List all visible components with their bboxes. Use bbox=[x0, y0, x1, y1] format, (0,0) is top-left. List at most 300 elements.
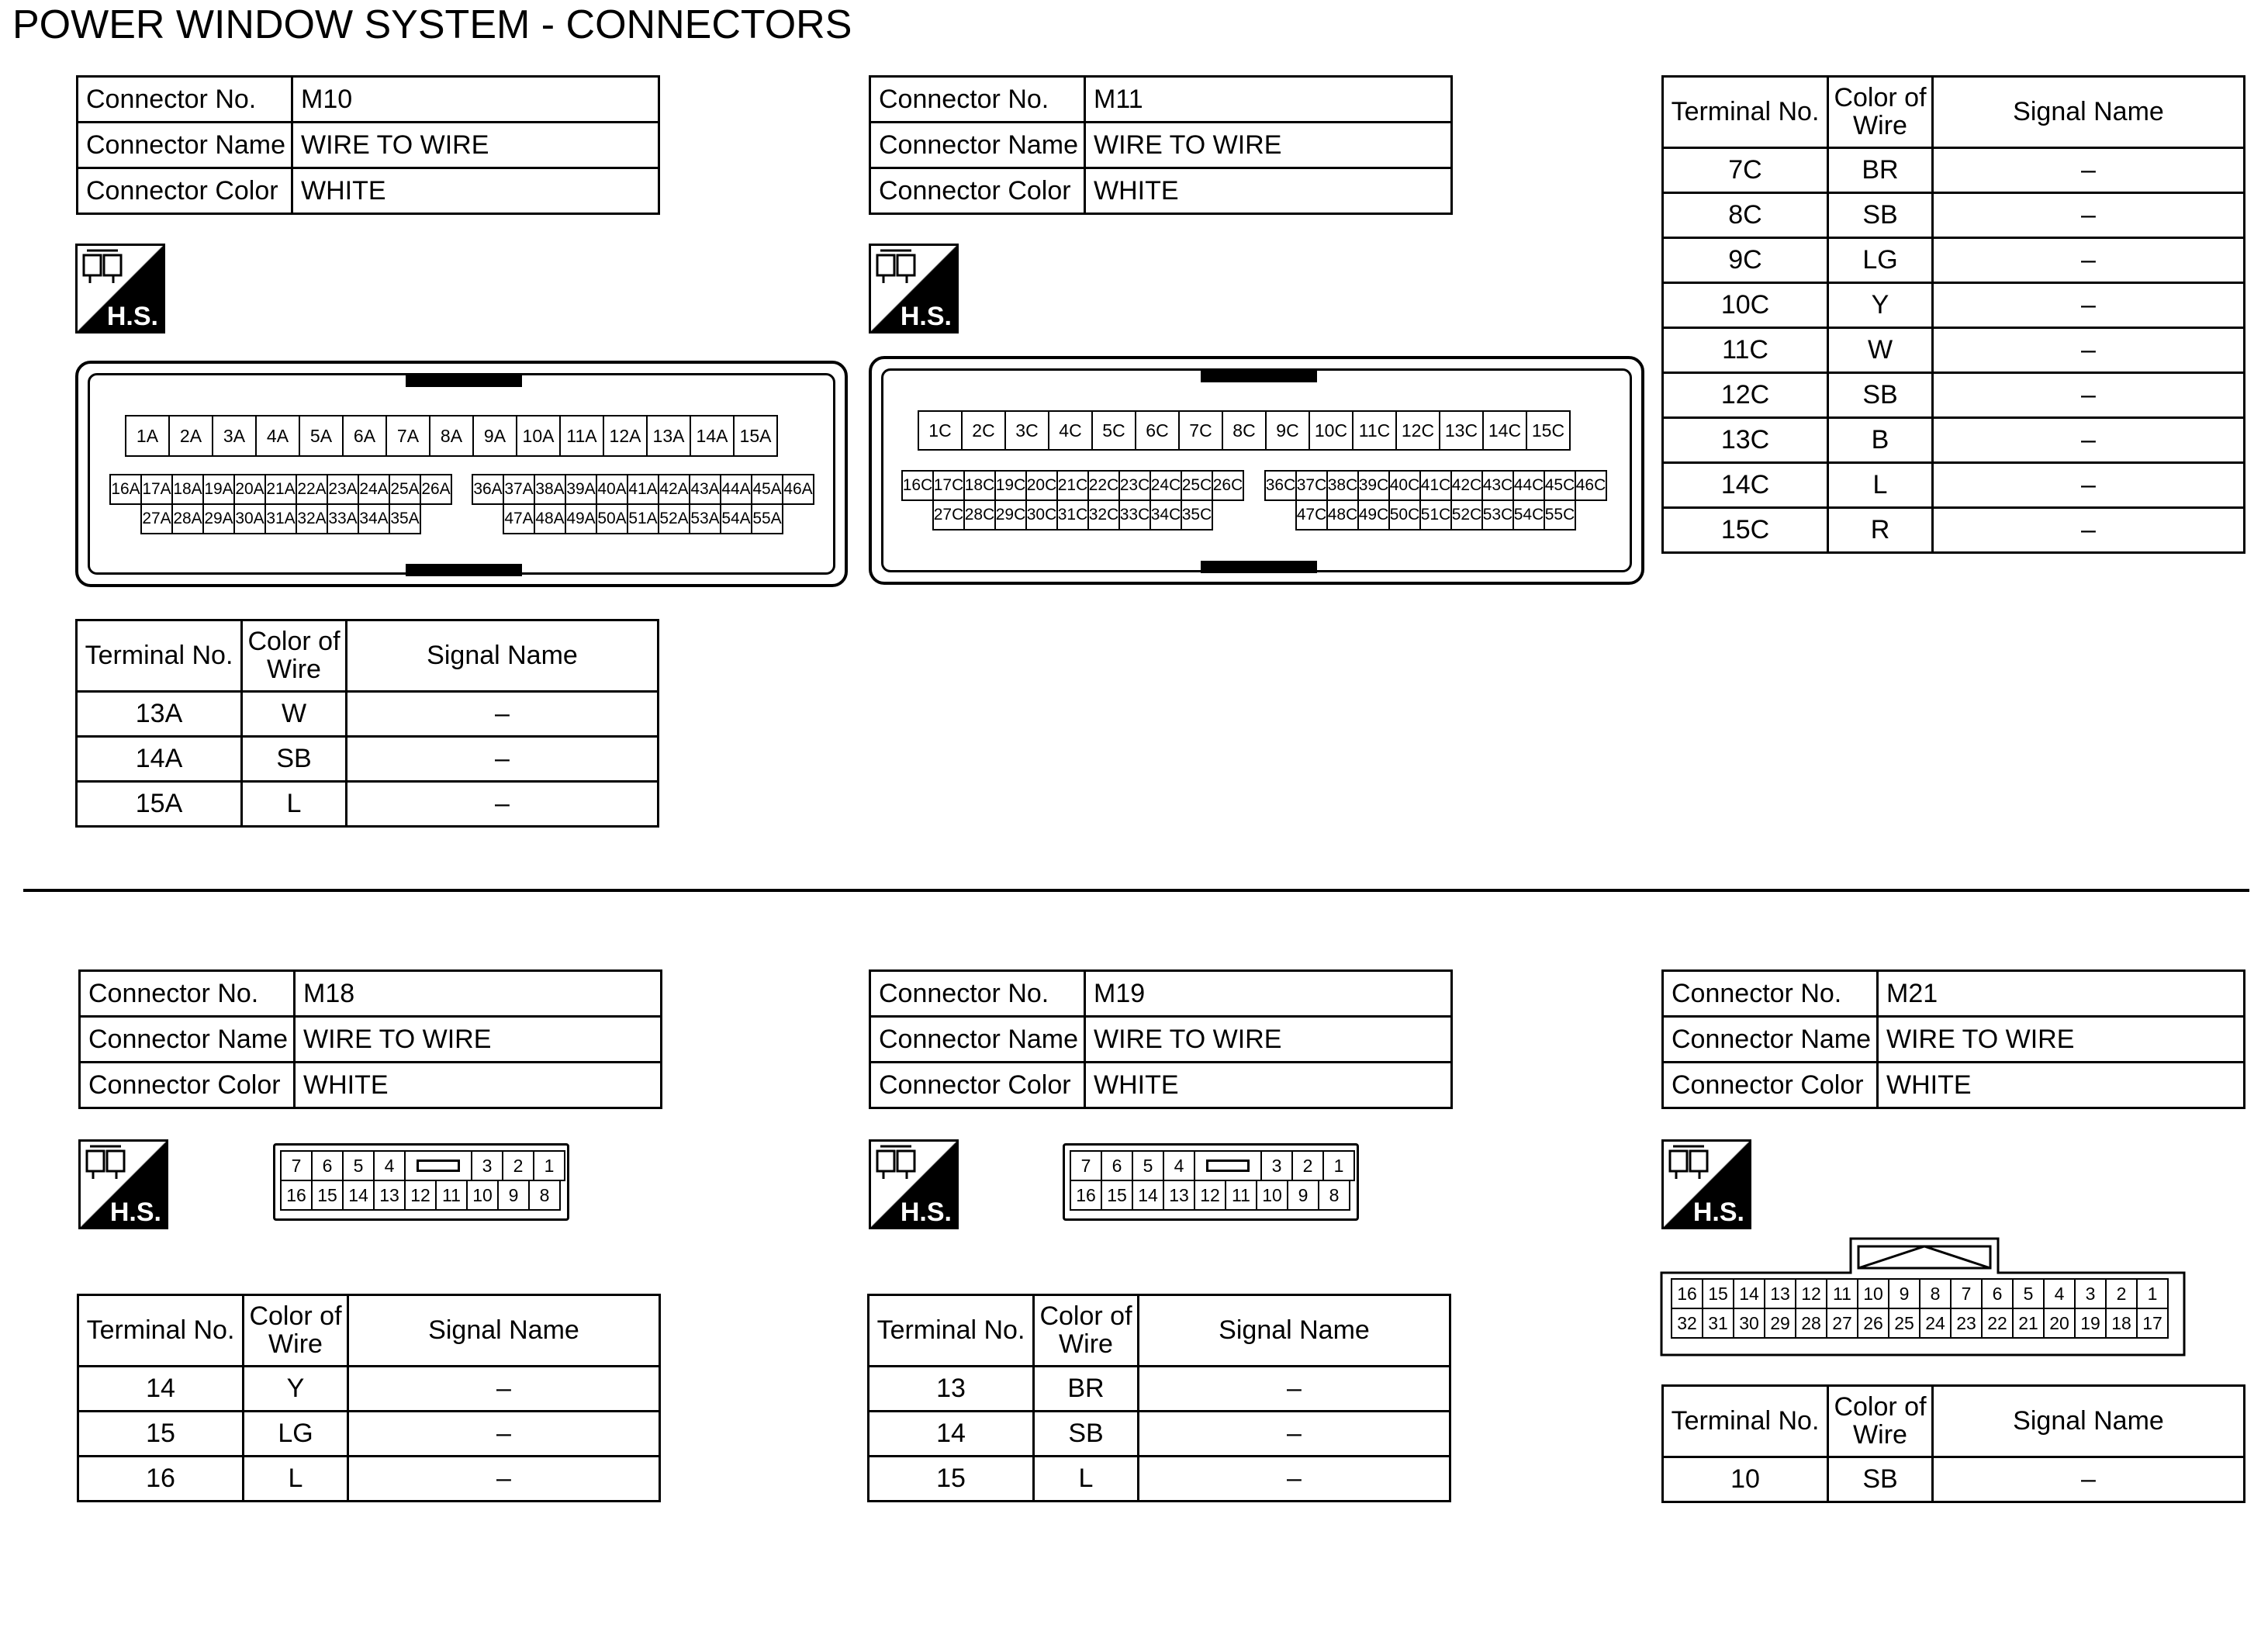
wire-color-cell: SB bbox=[1828, 1457, 1933, 1502]
table-row bbox=[1663, 283, 2245, 328]
pin-cell: 33C bbox=[1118, 499, 1151, 531]
header-signal-name: Signal Name bbox=[1933, 77, 2245, 148]
label-connector-no: Connector No. bbox=[78, 77, 292, 123]
pin-cell: 31C bbox=[1056, 499, 1089, 531]
pin-cell: 51A bbox=[627, 503, 659, 534]
wire-color-cell: L bbox=[244, 1457, 348, 1502]
pin-cell: 28A bbox=[171, 503, 204, 534]
table-row bbox=[869, 1412, 1450, 1457]
pin-cell: 52C bbox=[1450, 499, 1483, 531]
pin-cell: 6 bbox=[1101, 1150, 1133, 1181]
pin-cell: 15A bbox=[733, 415, 778, 457]
pin-cell: 14 bbox=[342, 1180, 375, 1211]
pin-cell: 16A bbox=[109, 474, 142, 505]
header-color-of-wire: Color of Wire bbox=[242, 620, 347, 692]
page-title: POWER WINDOW SYSTEM - CONNECTORS bbox=[12, 2, 852, 47]
pin-cell: 40C bbox=[1388, 470, 1421, 501]
hs-label: H.S. bbox=[900, 302, 952, 331]
wire-color-cell: R bbox=[1828, 508, 1933, 553]
pin-cell: 44C bbox=[1513, 470, 1545, 501]
connector-diagram-m10 bbox=[75, 361, 848, 587]
pin-cell: 51C bbox=[1419, 499, 1452, 531]
table-row bbox=[1663, 463, 2245, 508]
pin-cell: 42C bbox=[1450, 470, 1483, 501]
connector-diagram-m18 bbox=[273, 1143, 569, 1221]
terminal-no-cell: 7C bbox=[1663, 148, 1828, 193]
pin-cell: 8 bbox=[528, 1180, 561, 1211]
terminal-no-cell: 14 bbox=[869, 1412, 1034, 1457]
value-connector-name: WIRE TO WIRE bbox=[1085, 123, 1452, 168]
pin-cell: 15C bbox=[1526, 410, 1571, 451]
pin-cell: 52A bbox=[658, 503, 690, 534]
wire-color-cell: BR bbox=[1034, 1367, 1139, 1412]
connector-symbol-icon bbox=[85, 1145, 129, 1184]
latch-top bbox=[1201, 370, 1317, 382]
pin-cell: 14C bbox=[1482, 410, 1527, 451]
value-connector-no: M19 bbox=[1085, 971, 1452, 1017]
pin-cell: 48A bbox=[534, 503, 566, 534]
pin-cell: 16 bbox=[280, 1180, 313, 1211]
pin-cell: 6 bbox=[1981, 1278, 2014, 1309]
wire-color-cell: W bbox=[242, 692, 347, 737]
pin-cell: 2 bbox=[502, 1150, 534, 1181]
label-connector-name: Connector Name bbox=[78, 123, 292, 168]
pin-cell: 50C bbox=[1388, 499, 1421, 531]
pin-cell: 3C bbox=[1004, 410, 1049, 451]
wire-color-cell: L bbox=[242, 782, 347, 827]
terminal-no-cell: 11C bbox=[1663, 328, 1828, 373]
terminal-no-cell: 9C bbox=[1663, 238, 1828, 283]
pin-cell: 27A bbox=[140, 503, 173, 534]
pin-cell: 30A bbox=[233, 503, 266, 534]
value-connector-name: WIRE TO WIRE bbox=[1085, 1017, 1452, 1063]
pin-cell: 2 bbox=[1291, 1150, 1324, 1181]
pin-cell: 14A bbox=[690, 415, 735, 457]
signal-name-cell: – bbox=[1139, 1457, 1450, 1502]
wire-color-cell: SB bbox=[242, 737, 347, 782]
connector-info-m19 bbox=[869, 969, 1453, 1109]
connector-symbol-icon bbox=[82, 249, 126, 288]
terminal-no-cell: 15A bbox=[77, 782, 242, 827]
label-connector-color: Connector Color bbox=[78, 168, 292, 214]
pin-cell: 10 bbox=[1256, 1180, 1288, 1211]
pin-cell: 36A bbox=[472, 474, 504, 505]
pin-cell: 27C bbox=[932, 499, 965, 531]
pin-cell: 24A bbox=[358, 474, 390, 505]
pin-cell: 50A bbox=[596, 503, 628, 534]
pin-cell: 37C bbox=[1295, 470, 1328, 501]
pin-cell: 55A bbox=[751, 503, 783, 534]
header-signal-name: Signal Name bbox=[348, 1295, 660, 1367]
pin-cell: 33A bbox=[327, 503, 359, 534]
pin-cell: 28 bbox=[1795, 1308, 1827, 1339]
pin-cell: 38C bbox=[1326, 470, 1359, 501]
value-connector-color: WHITE bbox=[292, 168, 659, 214]
signal-name-cell: – bbox=[1933, 148, 2245, 193]
pin-cell: 43C bbox=[1481, 470, 1514, 501]
hs-label: H.S. bbox=[106, 302, 158, 331]
wire-color-cell: Y bbox=[1828, 283, 1933, 328]
pin-cell: 26 bbox=[1857, 1308, 1889, 1339]
pin-cell: 24C bbox=[1150, 470, 1182, 501]
pin-grid-m21 bbox=[1672, 1280, 2169, 1339]
pin-cell: 49C bbox=[1357, 499, 1390, 531]
table-row bbox=[869, 1457, 1450, 1502]
signal-name-cell: – bbox=[1933, 463, 2245, 508]
pin-cell: 31A bbox=[264, 503, 297, 534]
hs-label: H.S. bbox=[1692, 1198, 1744, 1227]
connector-symbol-icon bbox=[876, 249, 919, 288]
value-connector-no: M21 bbox=[1878, 971, 2245, 1017]
pin-cell: 10C bbox=[1309, 410, 1353, 451]
header-terminal-no: Terminal No. bbox=[78, 1295, 244, 1367]
pin-cell: 12C bbox=[1395, 410, 1440, 451]
pin-cell: 53C bbox=[1481, 499, 1514, 531]
table-row bbox=[77, 692, 659, 737]
pin-cell: 36C bbox=[1264, 470, 1297, 501]
pin-cell: 20A bbox=[233, 474, 266, 505]
label-connector-no: Connector No. bbox=[870, 971, 1085, 1017]
pin-cell: 48C bbox=[1326, 499, 1359, 531]
pin-cell: 30 bbox=[1733, 1308, 1765, 1339]
pin-cell: 10 bbox=[1857, 1278, 1889, 1309]
pin-cell: 19 bbox=[2074, 1308, 2107, 1339]
value-connector-name: WIRE TO WIRE bbox=[1878, 1017, 2245, 1063]
connector-symbol-icon bbox=[876, 1145, 919, 1184]
terminal-no-cell: 12C bbox=[1663, 373, 1828, 418]
connector-diagram-m19 bbox=[1063, 1143, 1359, 1221]
pin-row-3-right bbox=[504, 505, 783, 534]
pin-cell: 23C bbox=[1118, 470, 1151, 501]
pin-cell: 18A bbox=[171, 474, 204, 505]
pin-cell: 26A bbox=[420, 474, 452, 505]
signal-name-cell: – bbox=[1933, 418, 2245, 463]
pin-cell: 21A bbox=[264, 474, 297, 505]
pin-cell: 21 bbox=[2012, 1308, 2045, 1339]
connector-info-m11 bbox=[869, 75, 1453, 215]
terminal-no-cell: 13A bbox=[77, 692, 242, 737]
pin-cell: 54C bbox=[1513, 499, 1545, 531]
pin-cell: 22C bbox=[1087, 470, 1120, 501]
pin-cell: 5A bbox=[299, 415, 344, 457]
pin-cell: 25C bbox=[1181, 470, 1213, 501]
pin-cell: 15 bbox=[1101, 1180, 1133, 1211]
key-slot bbox=[1194, 1150, 1262, 1181]
pin-cell: 2C bbox=[961, 410, 1006, 451]
header-color-of-wire: Color of Wire bbox=[1828, 1386, 1933, 1457]
pin-cell: 4 bbox=[2043, 1278, 2076, 1309]
pin-cell: 29C bbox=[994, 499, 1027, 531]
pin-cell: 13 bbox=[1163, 1180, 1195, 1211]
pin-row-2-left bbox=[111, 475, 452, 505]
signal-name-cell: – bbox=[347, 737, 659, 782]
pin-cell: 17 bbox=[2136, 1308, 2169, 1339]
pin-cell: 1 bbox=[533, 1150, 565, 1181]
signal-name-cell: – bbox=[347, 782, 659, 827]
key-slot-mark bbox=[417, 1160, 460, 1172]
table-row bbox=[1663, 148, 2245, 193]
pin-cell: 11C bbox=[1352, 410, 1397, 451]
pin-cell: 34C bbox=[1150, 499, 1182, 531]
value-connector-color: WHITE bbox=[1878, 1063, 2245, 1108]
harness-side-icon bbox=[78, 1139, 168, 1229]
table-row bbox=[1663, 1457, 2245, 1502]
pin-cell: 41C bbox=[1419, 470, 1452, 501]
pin-cell: 25 bbox=[1888, 1308, 1920, 1339]
wire-color-cell: B bbox=[1828, 418, 1933, 463]
pin-cell: 8 bbox=[1318, 1180, 1350, 1211]
pin-cell: 24 bbox=[1919, 1308, 1952, 1339]
pin-cell: 15 bbox=[311, 1180, 344, 1211]
terminal-no-cell: 16 bbox=[78, 1457, 244, 1502]
pin-cell: 13 bbox=[373, 1180, 406, 1211]
table-row bbox=[78, 1457, 660, 1502]
signal-name-cell: – bbox=[348, 1367, 660, 1412]
connector-info-m10 bbox=[76, 75, 660, 215]
pin-cell: 41A bbox=[627, 474, 659, 505]
pin-cell: 7A bbox=[385, 415, 430, 457]
pin-cell: 27 bbox=[1826, 1308, 1858, 1339]
table-row bbox=[1663, 328, 2245, 373]
pin-cell: 47C bbox=[1295, 499, 1328, 531]
signal-name-cell: – bbox=[1933, 193, 2245, 238]
hs-label: H.S. bbox=[109, 1198, 161, 1227]
pin-cell: 9 bbox=[1888, 1278, 1920, 1309]
latch-top bbox=[406, 375, 522, 387]
pin-cell: 2 bbox=[2105, 1278, 2138, 1309]
pin-cell: 5 bbox=[1132, 1150, 1164, 1181]
pin-cell: 16 bbox=[1070, 1180, 1102, 1211]
pin-cell: 5 bbox=[342, 1150, 375, 1181]
pin-cell: 9C bbox=[1265, 410, 1310, 451]
pin-cell: 53A bbox=[689, 503, 721, 534]
terminal-no-cell: 8C bbox=[1663, 193, 1828, 238]
terminal-no-cell: 14 bbox=[78, 1367, 244, 1412]
header-signal-name: Signal Name bbox=[347, 620, 659, 692]
terminal-no-cell: 10 bbox=[1663, 1457, 1828, 1502]
latch-bottom bbox=[406, 564, 522, 576]
pin-cell: 4A bbox=[255, 415, 300, 457]
pin-cell: 12 bbox=[404, 1180, 437, 1211]
table-row bbox=[1663, 238, 2245, 283]
pin-cell: 13A bbox=[646, 415, 691, 457]
value-connector-color: WHITE bbox=[295, 1063, 662, 1108]
pin-cell: 14 bbox=[1733, 1278, 1765, 1309]
pin-cell: 45C bbox=[1544, 470, 1576, 501]
wire-color-cell: L bbox=[1034, 1457, 1139, 1502]
connector-info-m18 bbox=[78, 969, 662, 1109]
pin-cell: 23 bbox=[1950, 1308, 1983, 1339]
label-connector-no: Connector No. bbox=[1663, 971, 1878, 1017]
pin-cell: 49A bbox=[565, 503, 597, 534]
pin-cell: 17C bbox=[932, 470, 965, 501]
pin-cell: 8C bbox=[1222, 410, 1267, 451]
harness-side-icon bbox=[1661, 1139, 1751, 1229]
pin-cell: 1 bbox=[2136, 1278, 2169, 1309]
pin-cell: 6C bbox=[1135, 410, 1180, 451]
terminal-table-m11 bbox=[1661, 75, 2245, 554]
pin-cell: 39C bbox=[1357, 470, 1390, 501]
hs-label: H.S. bbox=[900, 1198, 952, 1227]
pin-cell: 10 bbox=[466, 1180, 499, 1211]
pin-cell: 31 bbox=[1702, 1308, 1734, 1339]
pin-cell: 2A bbox=[168, 415, 213, 457]
terminal-no-cell: 14C bbox=[1663, 463, 1828, 508]
header-color-of-wire: Color of Wire bbox=[1034, 1295, 1139, 1367]
pin-cell: 1A bbox=[125, 415, 170, 457]
terminal-no-cell: 14A bbox=[77, 737, 242, 782]
pin-cell: 7 bbox=[280, 1150, 313, 1181]
label-connector-no: Connector No. bbox=[80, 971, 295, 1017]
pin-cell: 29A bbox=[202, 503, 235, 534]
label-connector-name: Connector Name bbox=[870, 123, 1085, 168]
value-connector-name: WIRE TO WIRE bbox=[295, 1017, 662, 1063]
key-slot bbox=[404, 1150, 472, 1181]
pin-row-1 bbox=[919, 412, 1571, 451]
pin-row-2-right bbox=[473, 475, 814, 505]
signal-name-cell: – bbox=[347, 692, 659, 737]
pin-cell: 4C bbox=[1048, 410, 1093, 451]
pin-cell: 12 bbox=[1795, 1278, 1827, 1309]
pin-row-2-right bbox=[1266, 472, 1607, 501]
pin-cell: 30C bbox=[1025, 499, 1058, 531]
pin-cell: 11A bbox=[559, 415, 604, 457]
terminal-table-m18 bbox=[77, 1294, 661, 1502]
header-terminal-no: Terminal No. bbox=[1663, 1386, 1828, 1457]
terminal-no-cell: 15 bbox=[869, 1457, 1034, 1502]
pin-cell: 6A bbox=[342, 415, 387, 457]
table-row bbox=[77, 737, 659, 782]
pin-cell: 12 bbox=[1194, 1180, 1226, 1211]
pin-cell: 7 bbox=[1070, 1150, 1102, 1181]
signal-name-cell: – bbox=[1933, 283, 2245, 328]
label-connector-color: Connector Color bbox=[870, 1063, 1085, 1108]
pin-cell: 6 bbox=[311, 1150, 344, 1181]
pin-cell: 28C bbox=[963, 499, 996, 531]
table-row bbox=[1663, 508, 2245, 553]
harness-side-icon bbox=[869, 1139, 959, 1229]
table-row bbox=[1663, 373, 2245, 418]
terminal-table-m10 bbox=[75, 619, 659, 828]
signal-name-cell: – bbox=[1139, 1412, 1450, 1457]
wire-color-cell: LG bbox=[244, 1412, 348, 1457]
signal-name-cell: – bbox=[1933, 238, 2245, 283]
pin-cell: 25A bbox=[389, 474, 421, 505]
terminal-table-m19 bbox=[867, 1294, 1451, 1502]
pin-cell: 12A bbox=[603, 415, 648, 457]
pin-cell: 3A bbox=[212, 415, 257, 457]
pin-cell: 23A bbox=[327, 474, 359, 505]
pin-cell: 9A bbox=[472, 415, 517, 457]
value-connector-color: WHITE bbox=[1085, 168, 1452, 214]
signal-name-cell: – bbox=[1933, 508, 2245, 553]
pin-cell: 4 bbox=[373, 1150, 406, 1181]
label-connector-name: Connector Name bbox=[870, 1017, 1085, 1063]
pin-cell: 22A bbox=[296, 474, 328, 505]
label-connector-color: Connector Color bbox=[870, 168, 1085, 214]
header-terminal-no: Terminal No. bbox=[1663, 77, 1828, 148]
pin-cell: 9 bbox=[1287, 1180, 1319, 1211]
pin-cell: 19C bbox=[994, 470, 1027, 501]
pin-cell: 35C bbox=[1181, 499, 1213, 531]
pin-cell: 7 bbox=[1950, 1278, 1983, 1309]
pin-cell: 42A bbox=[658, 474, 690, 505]
pin-cell: 17A bbox=[140, 474, 173, 505]
pin-grid bbox=[282, 1152, 565, 1211]
label-connector-color: Connector Color bbox=[80, 1063, 295, 1108]
table-row bbox=[1663, 418, 2245, 463]
pin-cell: 39A bbox=[565, 474, 597, 505]
header-signal-name: Signal Name bbox=[1933, 1386, 2245, 1457]
value-connector-color: WHITE bbox=[1085, 1063, 1452, 1108]
pin-cell: 46A bbox=[782, 474, 814, 505]
label-connector-name: Connector Name bbox=[80, 1017, 295, 1063]
value-connector-no: M18 bbox=[295, 971, 662, 1017]
pin-row-1 bbox=[126, 416, 778, 457]
pin-cell: 32C bbox=[1087, 499, 1120, 531]
wire-color-cell: BR bbox=[1828, 148, 1933, 193]
section-divider bbox=[23, 889, 2249, 892]
wire-color-cell: SB bbox=[1034, 1412, 1139, 1457]
pin-cell: 18 bbox=[2105, 1308, 2138, 1339]
pin-cell: 3 bbox=[471, 1150, 503, 1181]
pin-row-2-left bbox=[903, 472, 1244, 501]
value-connector-no: M10 bbox=[292, 77, 659, 123]
table-row bbox=[77, 782, 659, 827]
pin-cell: 45A bbox=[751, 474, 783, 505]
terminal-no-cell: 13C bbox=[1663, 418, 1828, 463]
pin-cell: 3 bbox=[2074, 1278, 2107, 1309]
wire-color-cell: LG bbox=[1828, 238, 1933, 283]
pin-cell: 47A bbox=[503, 503, 535, 534]
pin-cell: 54A bbox=[720, 503, 752, 534]
label-connector-name: Connector Name bbox=[1663, 1017, 1878, 1063]
pin-row-3-left bbox=[142, 505, 421, 534]
pin-grid bbox=[1071, 1152, 1355, 1211]
pin-cell: 19A bbox=[202, 474, 235, 505]
pin-cell: 13C bbox=[1439, 410, 1484, 451]
pin-cell: 16 bbox=[1671, 1278, 1703, 1309]
pin-cell: 1C bbox=[918, 410, 963, 451]
terminal-table-m21 bbox=[1661, 1384, 2245, 1503]
header-signal-name: Signal Name bbox=[1139, 1295, 1450, 1367]
table-row bbox=[78, 1412, 660, 1457]
signal-name-cell: – bbox=[1933, 1457, 2245, 1502]
header-color-of-wire: Color of Wire bbox=[244, 1295, 348, 1367]
latch-bottom bbox=[1201, 561, 1317, 573]
value-connector-name: WIRE TO WIRE bbox=[292, 123, 659, 168]
value-connector-no: M11 bbox=[1085, 77, 1452, 123]
pin-cell: 32 bbox=[1671, 1308, 1703, 1339]
signal-name-cell: – bbox=[1139, 1367, 1450, 1412]
pin-cell: 7C bbox=[1178, 410, 1223, 451]
pin-cell: 29 bbox=[1764, 1308, 1796, 1339]
pin-cell: 20C bbox=[1025, 470, 1058, 501]
pin-cell: 5 bbox=[2012, 1278, 2045, 1309]
signal-name-cell: – bbox=[348, 1412, 660, 1457]
pin-cell: 46C bbox=[1575, 470, 1607, 501]
connector-info-m21 bbox=[1661, 969, 2245, 1109]
terminal-no-cell: 10C bbox=[1663, 283, 1828, 328]
wire-color-cell: L bbox=[1828, 463, 1933, 508]
header-terminal-no: Terminal No. bbox=[869, 1295, 1034, 1367]
terminal-no-cell: 15C bbox=[1663, 508, 1828, 553]
pin-cell: 32A bbox=[296, 503, 328, 534]
connector-symbol-icon bbox=[1668, 1145, 1712, 1184]
signal-name-cell: – bbox=[348, 1457, 660, 1502]
pin-cell: 38A bbox=[534, 474, 566, 505]
pin-cell: 8A bbox=[429, 415, 474, 457]
